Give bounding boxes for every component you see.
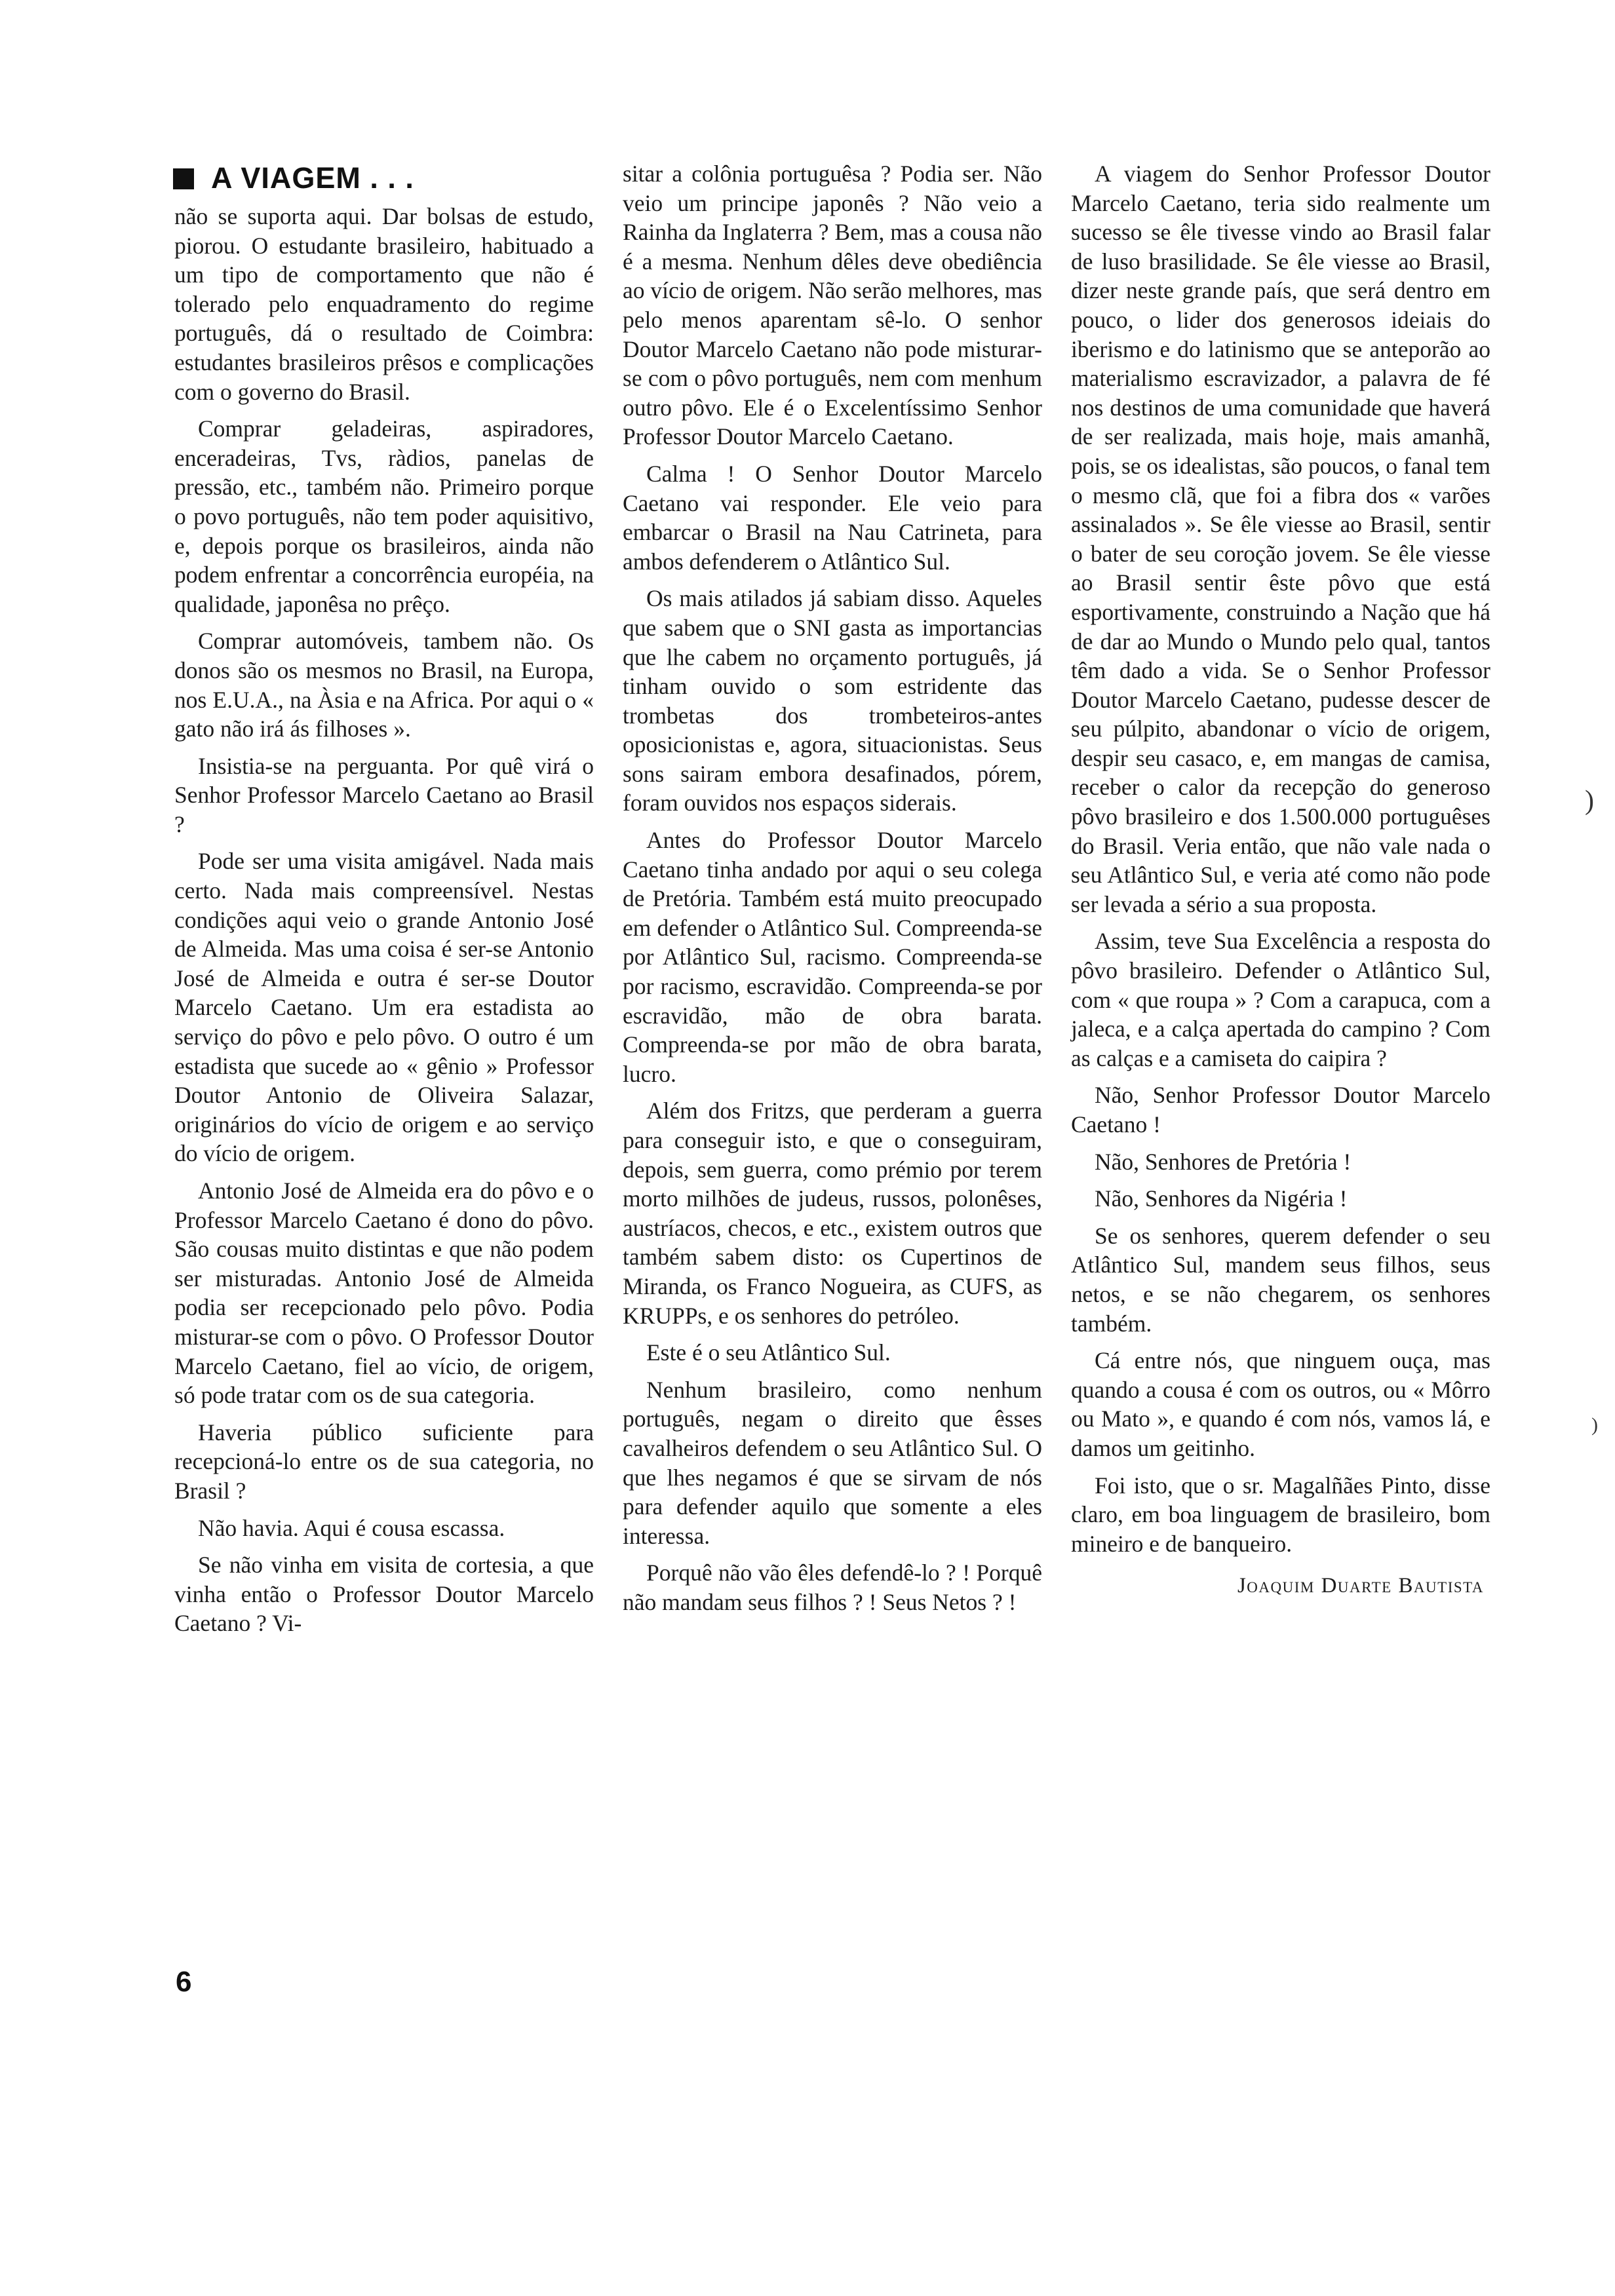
paragraph: Foi isto, que o sr. Magalñães Pinto, disse claro, em boa linguagem de brasileiro, bom mineiro e de banqueiro. — [1071, 1472, 1490, 1557]
paragraph: Nenhum brasileiro, como nenhum português, negam o direito que êsses cavalheiros defendem o seu Atlântico Sul. O que lhes negamos é que se sirvam de nós para defender aquilo que somente a eles interessa. — [623, 1376, 1042, 1549]
paragraph: Calma ! O Senhor Doutor Marcelo Caetano vai responder. Ele veio para embarcar o Brasil na Nau Catrineta, para ambos defenderem o Atlântico Sul. — [623, 460, 1042, 575]
column-3 — [1071, 159, 1490, 1601]
column-1 — [174, 161, 594, 1646]
author-signature: Joaquim Duarte Bautista — [1237, 1574, 1484, 1598]
paragraph: sitar a colônia portuguêsa ? Podia ser. Não veio um principe japonês ? Não veio a Rainha da Inglaterra ? Bem, mas a cousa não é a mesma. Nenhum dêles deve obediência ao vício de origem. Não serão melhores, mas pelo menos aparentam sê-lo. O senhor Doutor Marcelo Caetano não pode misturar-se com o pôvo português, nem com menhum outro pôvo. Ele é o Excelentíssimo Senhor Professor Doutor Marcelo Caetano. — [623, 161, 1042, 450]
paragraph: Não havia. Aqui é cousa escassa. — [198, 1514, 505, 1541]
paragraph: Haveria público suficiente para recepcioná-lo entre os de sua categoria, no Brasil ? — [174, 1419, 594, 1504]
paragraph: Porquê não vão êles defendê-lo ? ! Porquê não mandam seus filhos ? ! Seus Netos ? ! — [623, 1559, 1042, 1615]
paragraph: A viagem do Senhor Professor Doutor Marcelo Caetano, teria sido realmente um sucesso se êle tivesse vindo ao Brasil falar de luso brasilidade. Se êle viesse ao Brasil, dizer neste grande país, que será dentro em pouco, o lider dos generosos ideiais do iberismo e do latinismo que se anteporão ao materialismo escravizador, a palavra de fé nos destinos de uma comunidade que haverá de ser realizada, mais hoje, mais amanhã, pois, se os idealistas, são poucos, o fanal tem o mesmo clã, que foi a fibra dos « varões assinalados ». Se êle viesse ao Brasil, sentir o bater de seu coroção jovem. Se êle viesse ao Brasil sentir êste pôvo que está esportivamente, construindo a Nação que há de dar ao Mundo o Mundo pelo qual, tantos têm dado a vida. Se o Senhor Professor Doutor Marcelo Caetano, pudesse descer de seu púlpito, abandonar o vício de origem, despir seu casaco, e, em mangas de camisa, receber o calor da recepção do generoso pôvo brasileiro e dos 1.500.000 portuguêses do Brasil. Veria então, que não vale nada o seu Atlântico Sul, e veria até como não pode ser levada a sério a sua proposta. — [1071, 161, 1490, 917]
paragraph: Pode ser uma visita amigável. Nada mais certo. Nada mais compreensível. Nestas condições aqui veio o grande Antonio José de Almeida. Mas uma coisa é ser-se Antonio José de Almeida e outra é ser-se Doutor Marcelo Caetano. Um era estadista ao serviço do pôvo e pelo pôvo. O outro é um estadista que sucede ao « gênio » Professor Doutor Antonio de Oliveira Salazar, originários do vício de origem e ao serviço do vício de origem. — [174, 848, 594, 1167]
margin-bracket-mark: ) — [1585, 786, 1594, 816]
article-headline — [173, 161, 594, 195]
paragraph: Se não vinha em visita de cortesia, a que vinha então o Professor Doutor Marcelo Caetano ? Vi- — [174, 1552, 594, 1637]
black-square-bullet-icon — [173, 168, 194, 189]
paragraph: Não, Senhores de Pretória ! — [1095, 1148, 1352, 1175]
paragraph: Os mais atilados já sabiam disso. Aqueles que sabem que o SNI gasta as importancias que lhe cabem no orçamento português, já tinham ouvido o som estridente das trombetas dos trombeteiros-antes oposicionistas e, agora, situacionistas. Seus sons sairam embora desafinados, pórem, foram ouvidos nos espaços siderais. — [623, 585, 1042, 816]
paragraph: Cá entre nós, que ninguem ouça, mas quando a cousa é com os outros, ou « Môrro ou Mato », e quando é com nós, vamos lá, e damos um geitinho. — [1071, 1347, 1490, 1461]
headline-text: A VIAGEM . . . — [211, 161, 414, 195]
paragraph: Além dos Fritzs, que perderam a guerra para conseguir isto, e que o conseguiram, depois, sem guerra, como prémio por terem morto milhões de judeus, russos, polonêses, austríacos, checos, e etc., existem outros que também sabem disto: os Cupertinos de Miranda, os Franco Nogueira, as CUFS, as KRUPPs, e os senhores do petróleo. — [623, 1098, 1042, 1329]
paragraph: Se os senhores, querem defender o seu Atlântico Sul, mandem seus filhos, seus netos, e se não chegarem, os senhores também. — [1071, 1222, 1490, 1337]
column-2 — [623, 159, 1042, 1625]
paragraph: Comprar geladeiras, aspiradores, enceradeiras, Tvs, ràdios, panelas de pressão, etc., também não. Primeiro porque o povo português, não tem poder aquisitivo, e, depois porque os brasileiros, ainda não podem enfrentar a concorrência européia, na qualidade, japonêsa no prêço. — [174, 415, 594, 617]
paragraph: Assim, teve Sua Excelência a resposta do pôvo brasileiro. Defender o Atlântico Sul, com « que roupa » ? Com a carapuca, com a jaleca, e a calça apertada do campino ? Com as calças e a camiseta do caipira ? — [1071, 928, 1490, 1071]
paragraph: Não, Senhor Professor Doutor Marcelo Caetano ! — [1071, 1082, 1490, 1138]
paragraph: Este é o seu Atlântico Sul. — [646, 1339, 891, 1366]
paragraph: Insistia-se na perguanta. Por quê virá o Senhor Professor Marcelo Caetano ao Brasil ? — [174, 752, 594, 837]
paragraph: Não, Senhores da Nigéria ! — [1095, 1185, 1348, 1212]
paragraph: Comprar automóveis, tambem não. Os donos são os mesmos no Brasil, na Europa, nos E.U.A., na Àsia e na Africa. Por aqui o « gato não irá ás filhoses ». — [174, 628, 594, 742]
paragraph: não se suporta aqui. Dar bolsas de estudo, piorou. O estudante brasileiro, habituado a um tipo de comportamento que não é tolerado pelo enquadramento do regime português, dá o resultado de Coimbra: estudantes brasileiros prêsos e complicações com o governo do Brasil. — [174, 203, 594, 405]
paragraph: Antes do Professor Doutor Marcelo Caetano tinha andado por aqui o seu colega de Pretória. Também está muito preocupado em defender o Atlântico Sul. Compreenda-se por Atlântico Sul, racismo. Compreenda-se por racismo, escravidão. Compreenda-se por escravidão, mão de obra barata. Compreenda-se por mão de obra barata, lucro. — [623, 827, 1042, 1087]
margin-bracket-mark: ) — [1591, 1414, 1598, 1436]
page-number: 6 — [176, 1966, 192, 1998]
paragraph: Antonio José de Almeida era do pôvo e o Professor Marcelo Caetano é dono do pôvo. São cousas muito distintas e que não podem ser misturadas. Antonio José de Almeida podia ser recepcionado pelo pôvo. Podia misturar-se com o pôvo. O Professor Doutor Marcelo Caetano, fiel ao vício, de origem, só pode tratar com os de sua categoria. — [174, 1177, 594, 1409]
